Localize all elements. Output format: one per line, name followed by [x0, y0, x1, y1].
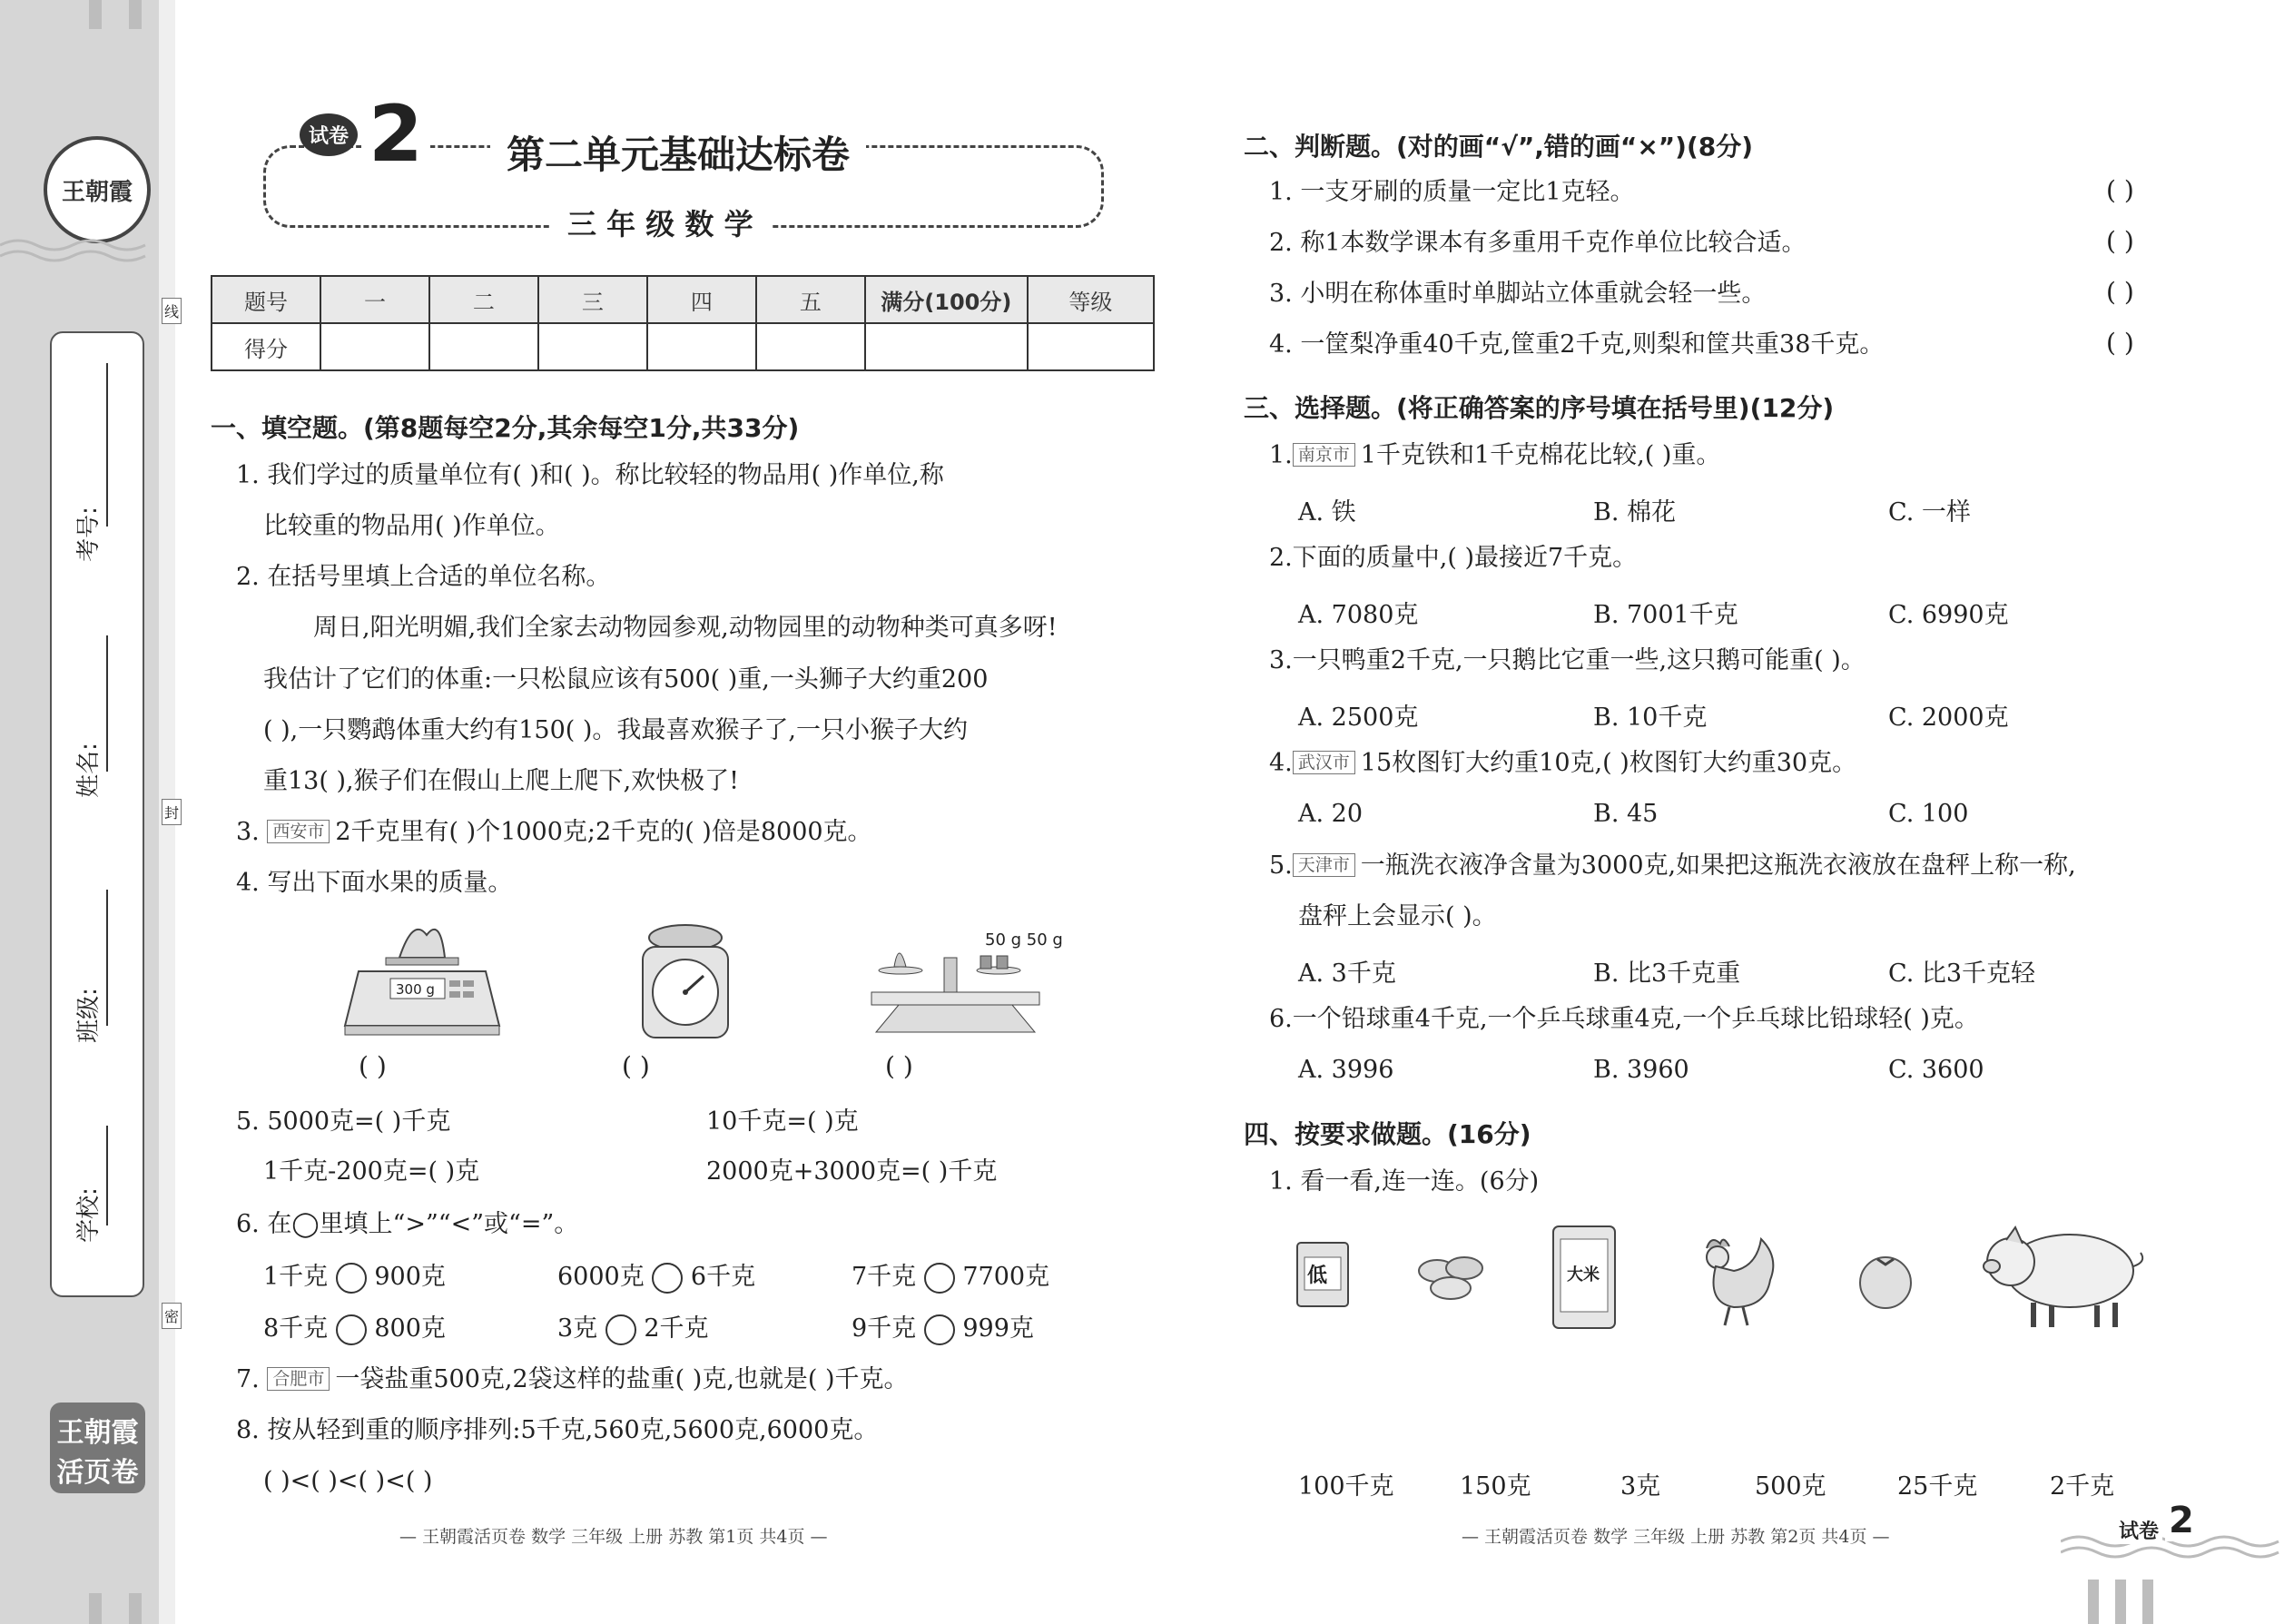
score-cell[interactable]: [865, 323, 1028, 370]
q4-answer-1[interactable]: ( ): [359, 1051, 387, 1081]
compare-item: [263, 1313, 446, 1345]
judge-item: 2. 称1本数学课本有多重用千克作单位比较合适。: [1269, 229, 1807, 257]
weight-label[interactable]: 150克: [1460, 1472, 1531, 1501]
choice-option-b[interactable]: B. 棉花: [1593, 498, 1677, 527]
compare-right: 7700克: [962, 1263, 1050, 1291]
s1-q7: [236, 1363, 909, 1396]
footer-left: — 王朝霞活页卷 数学 三年级 上册 苏教 第1页 共4页 —: [399, 1527, 828, 1547]
peanuts-icon[interactable]: [1414, 1248, 1492, 1307]
corner-paper-label: 试卷: [2115, 1516, 2162, 1544]
choice-text: 15枚图钉大约重10克,( )枚图钉大约重30克。: [1360, 749, 1857, 777]
choice-option-b[interactable]: B. 45: [1593, 800, 1659, 828]
choice-option-a[interactable]: A. 20: [1298, 800, 1364, 828]
choice-text: 一只鸭重2千克,一只鹅比它重一些,这只鹅可能重( )。: [1292, 646, 1866, 674]
paper-label: 试卷: [300, 113, 358, 156]
weight-label[interactable]: 100千克: [1298, 1472, 1394, 1501]
s1-q7-num: 7.: [236, 1365, 260, 1393]
s1-q5-d: 2000克+3000克=( )千克: [706, 1157, 998, 1186]
class-label: 班级:: [74, 988, 103, 1043]
rice-bag-text: 大米: [1567, 1265, 1600, 1284]
compare-circle[interactable]: [924, 1263, 955, 1294]
compare-left: 1千克: [263, 1263, 329, 1291]
choice-text: 一个铅球重4千克,一个乒乓球重4克,一个乒乓球比铅球轻( )克。: [1292, 1005, 1979, 1033]
scale-display-value: 300 g: [396, 981, 435, 998]
region-tag: 天津市: [1293, 853, 1355, 877]
s4-q1: 1. 看一看,连一连。(6分): [1269, 1167, 1540, 1196]
id-label: 考号:: [74, 507, 103, 562]
s1-q7-text: 一袋盐重500克,2袋这样的盐重( )克,也就是( )千克。: [335, 1365, 909, 1393]
s1-q4-line: 4. 写出下面水果的质量。: [236, 869, 513, 897]
wave-decoration: [0, 236, 159, 272]
s1-q3: [236, 816, 872, 849]
section2-title: 二、判断题。(对的画“√”,错的画“×”)(8分): [1244, 132, 1754, 162]
choice-question: [1269, 439, 1720, 472]
school-label: 学校:: [74, 1187, 103, 1243]
choice-text: 一瓶洗衣液净含量为3000克,如果把这瓶洗衣液放在盘秤上称一称,: [1360, 851, 2076, 880]
compare-circle[interactable]: [336, 1314, 367, 1345]
compare-item: [852, 1313, 1034, 1345]
choice-question: [1269, 850, 2076, 882]
score-header-cell: 满分(100分): [865, 276, 1028, 323]
name-field[interactable]: [59, 635, 132, 844]
region-tag: 南京市: [1293, 443, 1355, 467]
compare-left: 6000克: [557, 1263, 645, 1291]
s1-q1-line2: 比较重的物品用( )作单位。: [263, 512, 560, 540]
compare-left: 9千克: [852, 1314, 917, 1343]
score-header-cell: 题号: [212, 276, 320, 323]
s1-q5-c: 1千克-200克=( )克: [263, 1157, 480, 1186]
compare-left: 8千克: [263, 1314, 329, 1343]
judge-answer-bracket[interactable]: ( ): [2106, 328, 2134, 358]
balance-weights-label: 50 g 50 g: [985, 930, 1063, 950]
q4-answer-2[interactable]: ( ): [622, 1051, 650, 1081]
choice-option-c[interactable]: C. 一样: [1888, 498, 1971, 527]
choice-text: 下面的质量中,( )最接近7千克。: [1292, 544, 1638, 572]
compare-right: 800克: [374, 1314, 446, 1343]
id-field[interactable]: [59, 363, 132, 590]
tomato-icon[interactable]: [1852, 1248, 1920, 1312]
score-header-cell: 二: [429, 276, 538, 323]
corner-paper-number: 2: [2165, 1500, 2198, 1541]
choice-question: [1269, 645, 1866, 677]
page-title: 第二单元基础达标卷: [490, 125, 866, 180]
choice-question: [1269, 542, 1637, 575]
compare-item: [852, 1261, 1049, 1294]
score-header-cell: 三: [538, 276, 647, 323]
s1-q3-num: 3.: [236, 818, 260, 846]
page-subtitle: 三 年 级 数 学: [549, 202, 772, 243]
s1-q8-line: 8. 按从轻到重的顺序排列:5千克,560克,5600克,6000克。: [236, 1416, 879, 1444]
footer-right: — 王朝霞活页卷 数学 三年级 上册 苏教 第2页 共4页 —: [1462, 1527, 1890, 1547]
score-cell[interactable]: [429, 323, 538, 370]
compare-left: 7千克: [852, 1263, 917, 1291]
bottom-stripe-1: [89, 1593, 102, 1624]
top-stripe-2: [129, 0, 142, 29]
judge-item: 1. 一支牙刷的质量一定比1克轻。: [1269, 178, 1635, 206]
s1-q5-a: 5. 5000克=( )千克: [236, 1107, 451, 1136]
brand-badge-bottom: [50, 1403, 145, 1493]
q4-answer-3[interactable]: ( ): [885, 1051, 913, 1081]
s1-q2-line5: 重13( ),猴子们在假山上爬上爬下,欢快极了!: [263, 767, 740, 795]
choice-option-a[interactable]: A. 3996: [1298, 1056, 1394, 1084]
dial-scale-icon: [635, 921, 735, 1044]
compare-right: 6千克: [690, 1263, 756, 1291]
choice-question: [1269, 747, 1856, 780]
compare-right: 2千克: [644, 1314, 709, 1343]
choice-option-a[interactable]: A. 2500克: [1298, 704, 1419, 732]
judge-answer-bracket[interactable]: ( ): [2106, 226, 2134, 256]
choice-num: 4.: [1269, 749, 1293, 777]
compare-circle[interactable]: [652, 1263, 683, 1294]
weight-label[interactable]: 3克: [1620, 1472, 1661, 1501]
choice-option-c[interactable]: C. 100: [1888, 800, 1969, 828]
choice-option-c[interactable]: C. 6990克: [1888, 601, 2009, 629]
score-header-cell: 四: [647, 276, 756, 323]
id-line: [106, 363, 108, 527]
compare-circle[interactable]: [924, 1314, 955, 1345]
choice-option-c[interactable]: C. 3600: [1888, 1056, 1984, 1084]
choice-option-b[interactable]: B. 7001千克: [1593, 601, 1738, 629]
section3-title: 三、选择题。(将正确答案的序号填在括号里)(12分): [1244, 393, 1835, 423]
electronic-scale-icon: [336, 917, 508, 1039]
choice-num: 2.: [1269, 544, 1293, 572]
choice-text: 1千克铁和1千克棉花比较,( )重。: [1360, 441, 1721, 469]
region-tag: 合肥市: [267, 1367, 330, 1391]
score-header-cell: 等级: [1028, 276, 1154, 323]
score-cell[interactable]: [1028, 323, 1154, 370]
compare-circle[interactable]: [336, 1263, 367, 1294]
judge-answer-bracket[interactable]: ( ): [2106, 175, 2134, 205]
choice-option-b[interactable]: B. 10千克: [1593, 704, 1708, 732]
compare-circle[interactable]: [605, 1314, 636, 1345]
s1-q2-line3: 我估计了它们的体重:一只松鼠应该有500( )重,一头狮子大约重200: [263, 665, 989, 694]
class-line: [106, 890, 108, 1026]
choice-option-b[interactable]: B. 比3千克重: [1593, 960, 1741, 988]
choice-option-a[interactable]: A. 铁: [1298, 498, 1356, 527]
s1-q2-line2: 周日,阳光明媚,我们全家去动物园参观,动物园里的动物种类可真多呀!: [313, 614, 1058, 642]
school-field[interactable]: [59, 1126, 132, 1280]
region-tag: 武汉市: [1293, 751, 1355, 774]
seal-mark-secret: 密: [162, 1303, 182, 1329]
s1-q8-answer[interactable]: ( )<( )<( )<( ): [263, 1467, 433, 1495]
weight-label[interactable]: 2千克: [2050, 1472, 2115, 1501]
choice-option-a[interactable]: A. 3千克: [1298, 960, 1396, 988]
score-cell[interactable]: [538, 323, 647, 370]
judge-answer-bracket[interactable]: ( ): [2106, 277, 2134, 307]
bottom-stripe-2: [129, 1593, 142, 1624]
top-stripe-1: [89, 0, 102, 29]
score-table: [211, 275, 1155, 371]
choice-num: 1.: [1269, 441, 1293, 469]
rooster-icon[interactable]: [1679, 1230, 1788, 1330]
bottom-right-stripe-2: [2115, 1580, 2126, 1624]
score-cell[interactable]: [756, 323, 865, 370]
pig-icon[interactable]: [1979, 1216, 2151, 1334]
badge-line-1: 王朝霞: [56, 1417, 139, 1449]
compare-item: [557, 1261, 755, 1294]
s1-q2-line4: ( ),一只鹦鹉体重大约有150( )。我最喜欢猴子了,一只小猴子大约: [263, 716, 968, 744]
compare-item: [263, 1261, 446, 1294]
section1-title: 一、填空题。(第8题每空2分,其余每空1分,共33分): [211, 413, 800, 443]
brand-logo: [44, 136, 151, 243]
brand-name: 王朝霞: [61, 178, 133, 206]
bottom-right-stripe-3: [2142, 1580, 2153, 1624]
name-line: [106, 635, 108, 772]
region-tag: 西安市: [267, 820, 330, 843]
school-line: [106, 1126, 108, 1225]
judge-item: 3. 小明在称体重时单脚站立体重就会轻一些。: [1269, 280, 1767, 308]
score-row-label: 得分: [212, 323, 320, 370]
choice-num: 3.: [1269, 646, 1293, 674]
section4-title: 四、按要求做题。(16分): [1244, 1119, 1531, 1149]
choice-text-continued: 盘秤上会显示( )。: [1298, 902, 1497, 930]
s1-q1-line1: 1. 我们学过的质量单位有( )和( )。称比较轻的物品用( )作单位,称: [236, 461, 944, 489]
choice-num: 5.: [1269, 851, 1293, 880]
badge-line-2: 活页卷: [56, 1457, 139, 1489]
score-header-cell: 五: [756, 276, 865, 323]
class-field[interactable]: [59, 890, 132, 1098]
weight-label[interactable]: 25千克: [1897, 1472, 1978, 1501]
seal-mark-line: 线: [162, 298, 182, 324]
choice-num: 6.: [1269, 1005, 1293, 1033]
compare-left: 3克: [557, 1314, 598, 1343]
compare-item: [557, 1313, 709, 1345]
compare-right: 999克: [962, 1314, 1034, 1343]
score-header-cell: 一: [320, 276, 429, 323]
s1-q5-b: 10千克=( )克: [706, 1107, 859, 1136]
s1-q2-line1: 2. 在括号里填上合适的单位名称。: [236, 563, 611, 591]
weight-label[interactable]: 500克: [1755, 1472, 1826, 1501]
choice-option-c[interactable]: C. 比3千克轻: [1888, 960, 2036, 988]
choice-option-b[interactable]: B. 3960: [1593, 1056, 1689, 1084]
bottom-right-stripe-1: [2088, 1580, 2099, 1624]
s1-q3-text: 2千克里有( )个1000克;2千克的( )倍是8000克。: [335, 818, 872, 846]
s1-q6-line: 6. 在◯里填上“>”“<”或“=”。: [236, 1210, 579, 1238]
choice-option-a[interactable]: A. 7080克: [1298, 601, 1419, 629]
seal-mark-seal: 封: [162, 799, 182, 825]
score-row: [212, 323, 1154, 370]
choice-question: [1269, 1003, 1979, 1036]
name-label: 姓名:: [74, 743, 103, 798]
judge-item: 4. 一筐梨净重40千克,筐重2千克,则梨和筐共重38千克。: [1269, 330, 1885, 359]
paper-number: 2: [361, 95, 430, 173]
score-cell[interactable]: [647, 323, 756, 370]
compare-right: 900克: [374, 1263, 446, 1291]
score-header-row: [212, 276, 1154, 323]
choice-option-c[interactable]: C. 2000克: [1888, 704, 2009, 732]
score-cell[interactable]: [320, 323, 429, 370]
salt-bag-text: 低: [1307, 1265, 1328, 1287]
